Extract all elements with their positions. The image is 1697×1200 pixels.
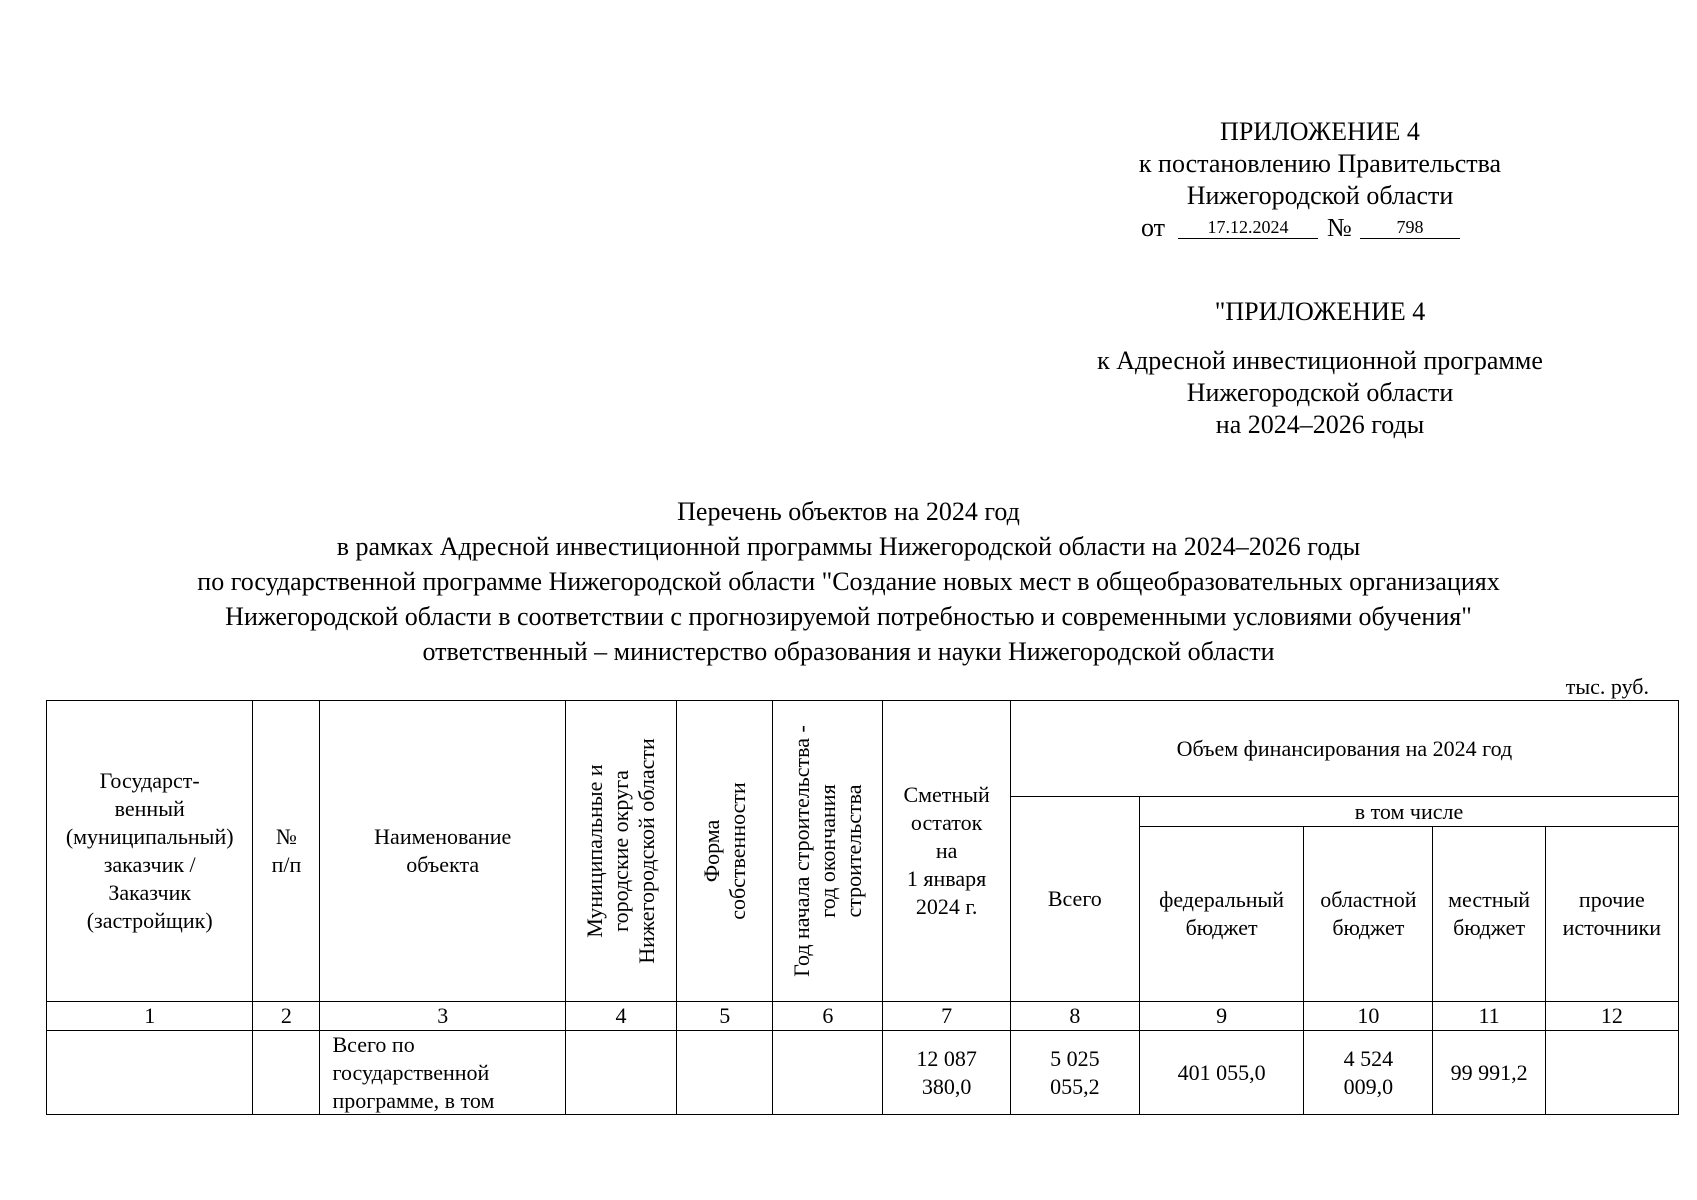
column-number: 1 bbox=[47, 1002, 253, 1031]
cell-municipal bbox=[565, 1031, 676, 1115]
list-title-line2: в рамках Адресной инвестиционной программы Нижегородской области на 2024–2026 годы bbox=[336, 532, 1361, 561]
header-ownership: Форма собственности bbox=[677, 701, 773, 1002]
column-number: 10 bbox=[1304, 1002, 1433, 1031]
list-title-line1: Перечень объектов на 2024 год bbox=[677, 497, 1020, 526]
table-row bbox=[47, 1031, 1679, 1115]
header-number: № п/п bbox=[253, 701, 320, 1002]
objects-table bbox=[46, 700, 1679, 1115]
appendix-region: Нижегородской области bbox=[1186, 181, 1454, 210]
header-estimated-remainder: Сметный остаток на 1 января 2024 г. bbox=[883, 701, 1010, 1002]
header-regional: областной бюджет bbox=[1304, 827, 1433, 1002]
appendix-subtitle: к постановлению Правительства bbox=[1138, 149, 1502, 178]
number-sign: № bbox=[1327, 213, 1352, 242]
cell-years bbox=[773, 1031, 883, 1115]
appendix-quote bbox=[1040, 345, 1600, 441]
header-federal: федеральный бюджет bbox=[1139, 827, 1303, 1002]
cell-customer bbox=[47, 1031, 253, 1115]
header-including: в том числе bbox=[1139, 797, 1678, 827]
appendix-quote-line3: на 2024–2026 годы bbox=[1215, 410, 1425, 439]
order-line bbox=[1040, 212, 1600, 246]
column-number: 2 bbox=[253, 1002, 320, 1031]
list-title-line4: Нижегородской области в соответствии с прогнозируемой потребностью и современными условиями обучения" bbox=[225, 602, 1472, 631]
cell-total: 5 025 055,2 bbox=[1010, 1031, 1139, 1115]
column-numbers-row bbox=[47, 1002, 1679, 1031]
header-municipal: Муниципальные и городские округа Нижегородской области bbox=[565, 701, 676, 1002]
cell-object-name: Всего по государственной программе, в том bbox=[320, 1031, 565, 1115]
cell-other bbox=[1545, 1031, 1678, 1115]
column-number: 12 bbox=[1545, 1002, 1678, 1031]
column-number: 7 bbox=[883, 1002, 1010, 1031]
header-customer: Государст- венный (муниципальный) заказчик / Заказчик (застройщик) bbox=[47, 701, 253, 1002]
column-number: 6 bbox=[773, 1002, 883, 1031]
list-title bbox=[0, 494, 1697, 669]
cell-ownership bbox=[677, 1031, 773, 1115]
column-number: 11 bbox=[1433, 1002, 1545, 1031]
header-construction-years: Год начала строительства - год окончания строительства bbox=[773, 701, 883, 1002]
column-number: 8 bbox=[1010, 1002, 1139, 1031]
list-title-line5: ответственный – министерство образования и науки Нижегородской области bbox=[422, 637, 1275, 666]
column-number: 5 bbox=[677, 1002, 773, 1031]
list-title-line3: по государственной программе Нижегородской области "Создание новых мест в общеобразовательных организациях bbox=[197, 567, 1500, 596]
order-number: 798 bbox=[1360, 216, 1460, 239]
appendix-header bbox=[1040, 116, 1600, 246]
appendix-quote-line2: Нижегородской области bbox=[1186, 378, 1454, 407]
from-label: от bbox=[1141, 213, 1166, 242]
appendix-title: ПРИЛОЖЕНИЕ 4 bbox=[1220, 117, 1420, 146]
cell-remainder: 12 087 380,0 bbox=[883, 1031, 1010, 1115]
column-number: 4 bbox=[565, 1002, 676, 1031]
header-other: прочие источники bbox=[1545, 827, 1678, 1002]
appendix-quote-line1: к Адресной инвестиционной программе bbox=[1097, 346, 1543, 375]
cell-regional: 4 524 009,0 bbox=[1304, 1031, 1433, 1115]
column-number: 3 bbox=[320, 1002, 565, 1031]
unit-label: тыс. руб. bbox=[1565, 674, 1649, 699]
header-financing: Объем финансирования на 2024 год bbox=[1010, 701, 1678, 797]
cell-local: 99 991,2 bbox=[1433, 1031, 1545, 1115]
header-total: Всего bbox=[1010, 797, 1139, 1002]
header-object-name: Наименование объекта bbox=[320, 701, 565, 1002]
cell-federal: 401 055,0 bbox=[1139, 1031, 1303, 1115]
cell-number bbox=[253, 1031, 320, 1115]
column-number: 9 bbox=[1139, 1002, 1303, 1031]
header-local: местный бюджет bbox=[1433, 827, 1545, 1002]
appendix-quote-title: "ПРИЛОЖЕНИЕ 4 bbox=[1214, 297, 1426, 326]
order-date: 17.12.2024 bbox=[1178, 216, 1318, 239]
